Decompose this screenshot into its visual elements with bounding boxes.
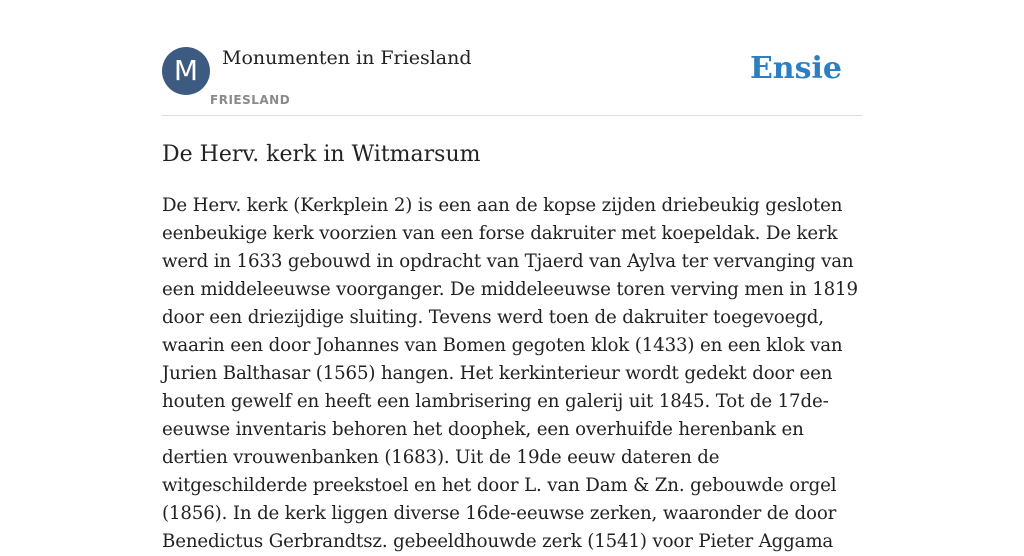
- article-title: De Herv. kerk in Witmarsum: [162, 142, 481, 167]
- source-title-link[interactable]: Monumenten in Friesland: [222, 47, 472, 69]
- category-link[interactable]: FRIESLAND: [210, 93, 291, 107]
- brand-logo[interactable]: Ensie: [749, 51, 842, 86]
- avatar[interactable]: M: [162, 47, 210, 95]
- article-body: De Herv. kerk (Kerkplein 2) is een aan de kopse zijden driebeukig gesloten eenbeukige kerk voorzien van een forse dakruiter met koepeldak. De kerk werd in 1633 gebouwd in opdracht van Tjaerd van Aylva ter vervanging van een middeleeuwse voorganger. De middeleeuwse toren verving men in 1819 door een driezijdige sluiting. Tevens werd toen de dakruiter toegevoegd, waarin een door Johannes van Bomen gegoten klok (1433) en een klok van Jurien Balthasar (1565) hangen. Het kerkinterieur wordt gedekt door een houten gewelf en heeft een lambrisering en galerij uit 1845. Tot de 17de-eeuwse inventaris behoren het doophek, een overhuifde herenbank en dertien vrouwenbanken (1683). Uit de 19de eeuw dateren de witgeschilderde preekstoel en het door L. van Dam & Zn. gebouwde orgel (1856). In de kerk liggen diverse 16de-eeuwse zerken, waaronder de door Benedictus Gerbrandtsz. gebeeldhouwde zerk (1541) voor Pieter Aggama: [162, 195, 858, 552]
- header: [162, 46, 862, 116]
- divider: [162, 115, 862, 116]
